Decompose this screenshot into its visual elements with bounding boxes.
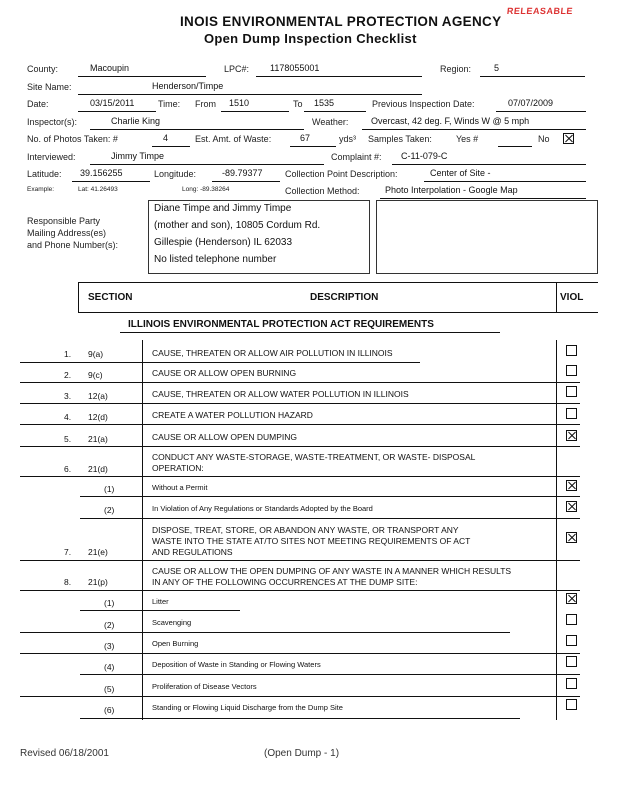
row-8-3-description: Open Burning	[152, 639, 199, 648]
prev-insp-value: 07/07/2009	[508, 98, 554, 108]
collection-method-value: Photo Interpolation - Google Map	[385, 185, 518, 195]
from-label: From	[195, 99, 216, 109]
row-1-checkbox[interactable]	[566, 345, 577, 356]
row-8-4-sub: (4)	[104, 662, 115, 672]
row-8-section: 21(p)	[88, 577, 108, 587]
row-4-checkbox[interactable]	[566, 408, 577, 419]
row-7-description-2: WASTE INTO THE STATE AT/TO SITES NOT MEETING REQUIREMENTS OF ACT	[152, 536, 471, 546]
row-4-description: CREATE A WATER POLLUTION HAZARD	[152, 410, 313, 420]
waste-label: Est. Amt. of Waste:	[195, 134, 272, 144]
longitude-label: Longitude:	[154, 169, 197, 179]
row-6-1-description: Without a Permit	[152, 483, 208, 492]
date-value: 03/15/2011	[90, 98, 135, 108]
row-8-description-1: CAUSE OR ALLOW THE OPEN DUMPING OF ANY WASTE IN A MANNER WHICH RESULTS	[152, 566, 512, 576]
longitude-value: -89.79377	[222, 168, 263, 178]
date-label: Date:	[27, 99, 49, 109]
row-6-description-2: OPERATION:	[152, 463, 204, 473]
row-8-6-checkbox[interactable]	[566, 699, 577, 710]
row-6-section: 21(d)	[88, 464, 108, 474]
responsible-label-2: Mailing Address(es)	[27, 228, 107, 238]
row-5-section: 21(a)	[88, 434, 108, 444]
row-8-number: 8.	[64, 577, 72, 587]
latitude-value: 39.156255	[80, 168, 123, 178]
row-8-description-2: IN ANY OF THE FOLLOWING OCCURRENCES AT THE DUMP SITE:	[152, 577, 418, 587]
responsible-label-1: Responsible Party	[27, 216, 101, 226]
time-label: Time:	[158, 99, 181, 109]
site-name-label: Site Name:	[27, 82, 72, 92]
col-description-header: DESCRIPTION	[310, 292, 379, 303]
inspector-label: Inspector(s):	[27, 117, 78, 127]
row-8-3-sub: (3)	[104, 641, 115, 651]
row-3-description: CAUSE, THREATEN OR ALLOW WATER POLLUTION IN ILLINOIS	[152, 389, 409, 399]
row-1-description: CAUSE, THREATEN OR ALLOW AIR POLLUTION IN ILLINOIS	[152, 348, 393, 358]
example-lat: Lat: 41.26493	[78, 186, 118, 193]
responsible-label-3: and Phone Number(s):	[27, 240, 119, 250]
to-value: 1535	[314, 98, 335, 108]
row-8-2-description: Scavenging	[152, 618, 192, 627]
lpc-label: LPC#:	[224, 64, 250, 74]
row-6-number: 6.	[64, 464, 72, 474]
site-name-value: Henderson/Timpe	[152, 81, 224, 91]
row-5-description: CAUSE OR ALLOW OPEN DUMPING	[152, 432, 297, 442]
collection-point-label: Collection Point Description:	[285, 169, 398, 179]
waste-value: 67	[300, 133, 311, 143]
row-8-2-checkbox[interactable]	[566, 614, 577, 625]
region-label: Region:	[440, 64, 472, 74]
complaint-label: Complaint #:	[331, 152, 382, 162]
row-8-1-sub: (1)	[104, 598, 115, 608]
row-8-5-sub: (5)	[104, 684, 115, 694]
revised-date: Revised 06/18/2001	[20, 748, 109, 759]
latitude-label: Latitude:	[27, 169, 62, 179]
row-6-1-sub: (1)	[104, 484, 115, 494]
county-value: Macoupin	[90, 63, 130, 73]
row-8-2-sub: (2)	[104, 620, 115, 630]
photos-value: 4	[163, 133, 169, 143]
inspector-value: Charlie King	[111, 116, 161, 126]
example-label: Example:	[27, 186, 55, 193]
weather-value: Overcast, 42 deg. F, Winds W @ 5 mph	[371, 116, 530, 126]
row-8-5-checkbox[interactable]	[566, 678, 577, 689]
waste-unit: yds³	[339, 134, 357, 144]
agency-title: INOIS ENVIRONMENTAL PROTECTION AGENCY	[180, 14, 502, 29]
row-3-number: 3.	[64, 391, 72, 401]
row-5-number: 5.	[64, 434, 72, 444]
row-3-section: 12(a)	[88, 391, 108, 401]
row-3-checkbox[interactable]	[566, 386, 577, 397]
interviewed-value: Jimmy Timpe	[111, 151, 165, 161]
weather-label: Weather:	[312, 117, 349, 127]
row-8-6-sub: (6)	[104, 705, 115, 715]
act-requirements-header: ILLINOIS ENVIRONMENTAL PROTECTION ACT REQUIREMENTS	[128, 319, 434, 330]
row-7-description-3: AND REGULATIONS	[152, 547, 233, 557]
row-6-2-sub: (2)	[104, 505, 115, 515]
col-violation-header: VIOL	[560, 292, 584, 303]
row-2-section: 9(c)	[88, 370, 103, 380]
example-long: Long: -89.38264	[182, 186, 230, 193]
collection-method-label: Collection Method:	[285, 186, 360, 196]
row-4-section: 12(d)	[88, 412, 108, 422]
row-4-number: 4.	[64, 412, 72, 422]
row-8-4-checkbox[interactable]	[566, 656, 577, 667]
row-2-checkbox[interactable]	[566, 365, 577, 376]
lpc-value: 1178055001	[270, 63, 320, 73]
from-value: 1510	[229, 98, 250, 108]
row-8-6-description: Standing or Flowing Liquid Discharge from the Dump Site	[152, 703, 343, 712]
row-2-description: CAUSE OR ALLOW OPEN BURNING	[152, 368, 297, 378]
samples-yes-label: Yes #	[456, 134, 479, 144]
row-6-1-checkbox[interactable]	[566, 480, 577, 491]
second-party-box	[376, 200, 598, 274]
county-label: County:	[27, 64, 59, 74]
responsible-line-4: No listed telephone number	[154, 254, 277, 265]
row-7-number: 7.	[64, 547, 72, 557]
row-8-4-description: Deposition of Waste in Standing or Flowing Waters	[152, 660, 321, 669]
responsible-line-1: Diane Timpe and Jimmy Timpe	[154, 203, 292, 214]
photos-label: No. of Photos Taken: #	[27, 134, 118, 144]
page-label: (Open Dump - 1)	[264, 748, 340, 759]
row-6-description-1: CONDUCT ANY WASTE-STORAGE, WASTE-TREATMENT, OR WASTE- DISPOSAL	[152, 452, 476, 462]
row-5-checkbox[interactable]	[566, 430, 577, 441]
interviewed-label: Interviewed:	[27, 152, 76, 162]
responsible-line-3: Gillespie (Henderson) IL 62033	[154, 237, 293, 248]
row-1-number: 1.	[64, 349, 72, 359]
releasable-stamp: RELEASABLE	[506, 6, 574, 16]
form-title: Open Dump Inspection Checklist	[204, 31, 417, 46]
col-section-header: SECTION	[88, 292, 133, 303]
row-7-description-1: DISPOSE, TREAT, STORE, OR ABANDON ANY WASTE, OR TRANSPORT ANY	[152, 525, 459, 535]
row-6-2-checkbox[interactable]	[566, 501, 577, 512]
samples-no-checkbox[interactable]	[563, 133, 574, 144]
row-8-5-description: Proliferation of Disease Vectors	[152, 682, 257, 691]
complaint-value: C-11-079-C	[401, 151, 448, 161]
region-value: 5	[494, 63, 500, 73]
row-8-1-checkbox[interactable]	[566, 593, 577, 604]
row-7-checkbox[interactable]	[566, 532, 577, 543]
row-2-number: 2.	[64, 370, 72, 380]
responsible-line-2: (mother and son), 10805 Cordum Rd.	[154, 220, 321, 231]
collection-point-value: Center of Site -	[430, 168, 491, 178]
samples-no-label: No	[538, 134, 550, 144]
row-8-1-description: Litter	[152, 597, 169, 606]
row-1-section: 9(a)	[88, 349, 104, 359]
prev-insp-label: Previous Inspection Date:	[372, 99, 475, 109]
to-label: To	[293, 99, 303, 109]
row-7-section: 21(e)	[88, 547, 108, 557]
row-6-2-description: In Violation of Any Regulations or Standards Adopted by the Board	[152, 504, 373, 513]
samples-label: Samples Taken:	[368, 134, 432, 144]
row-8-3-checkbox[interactable]	[566, 635, 577, 646]
